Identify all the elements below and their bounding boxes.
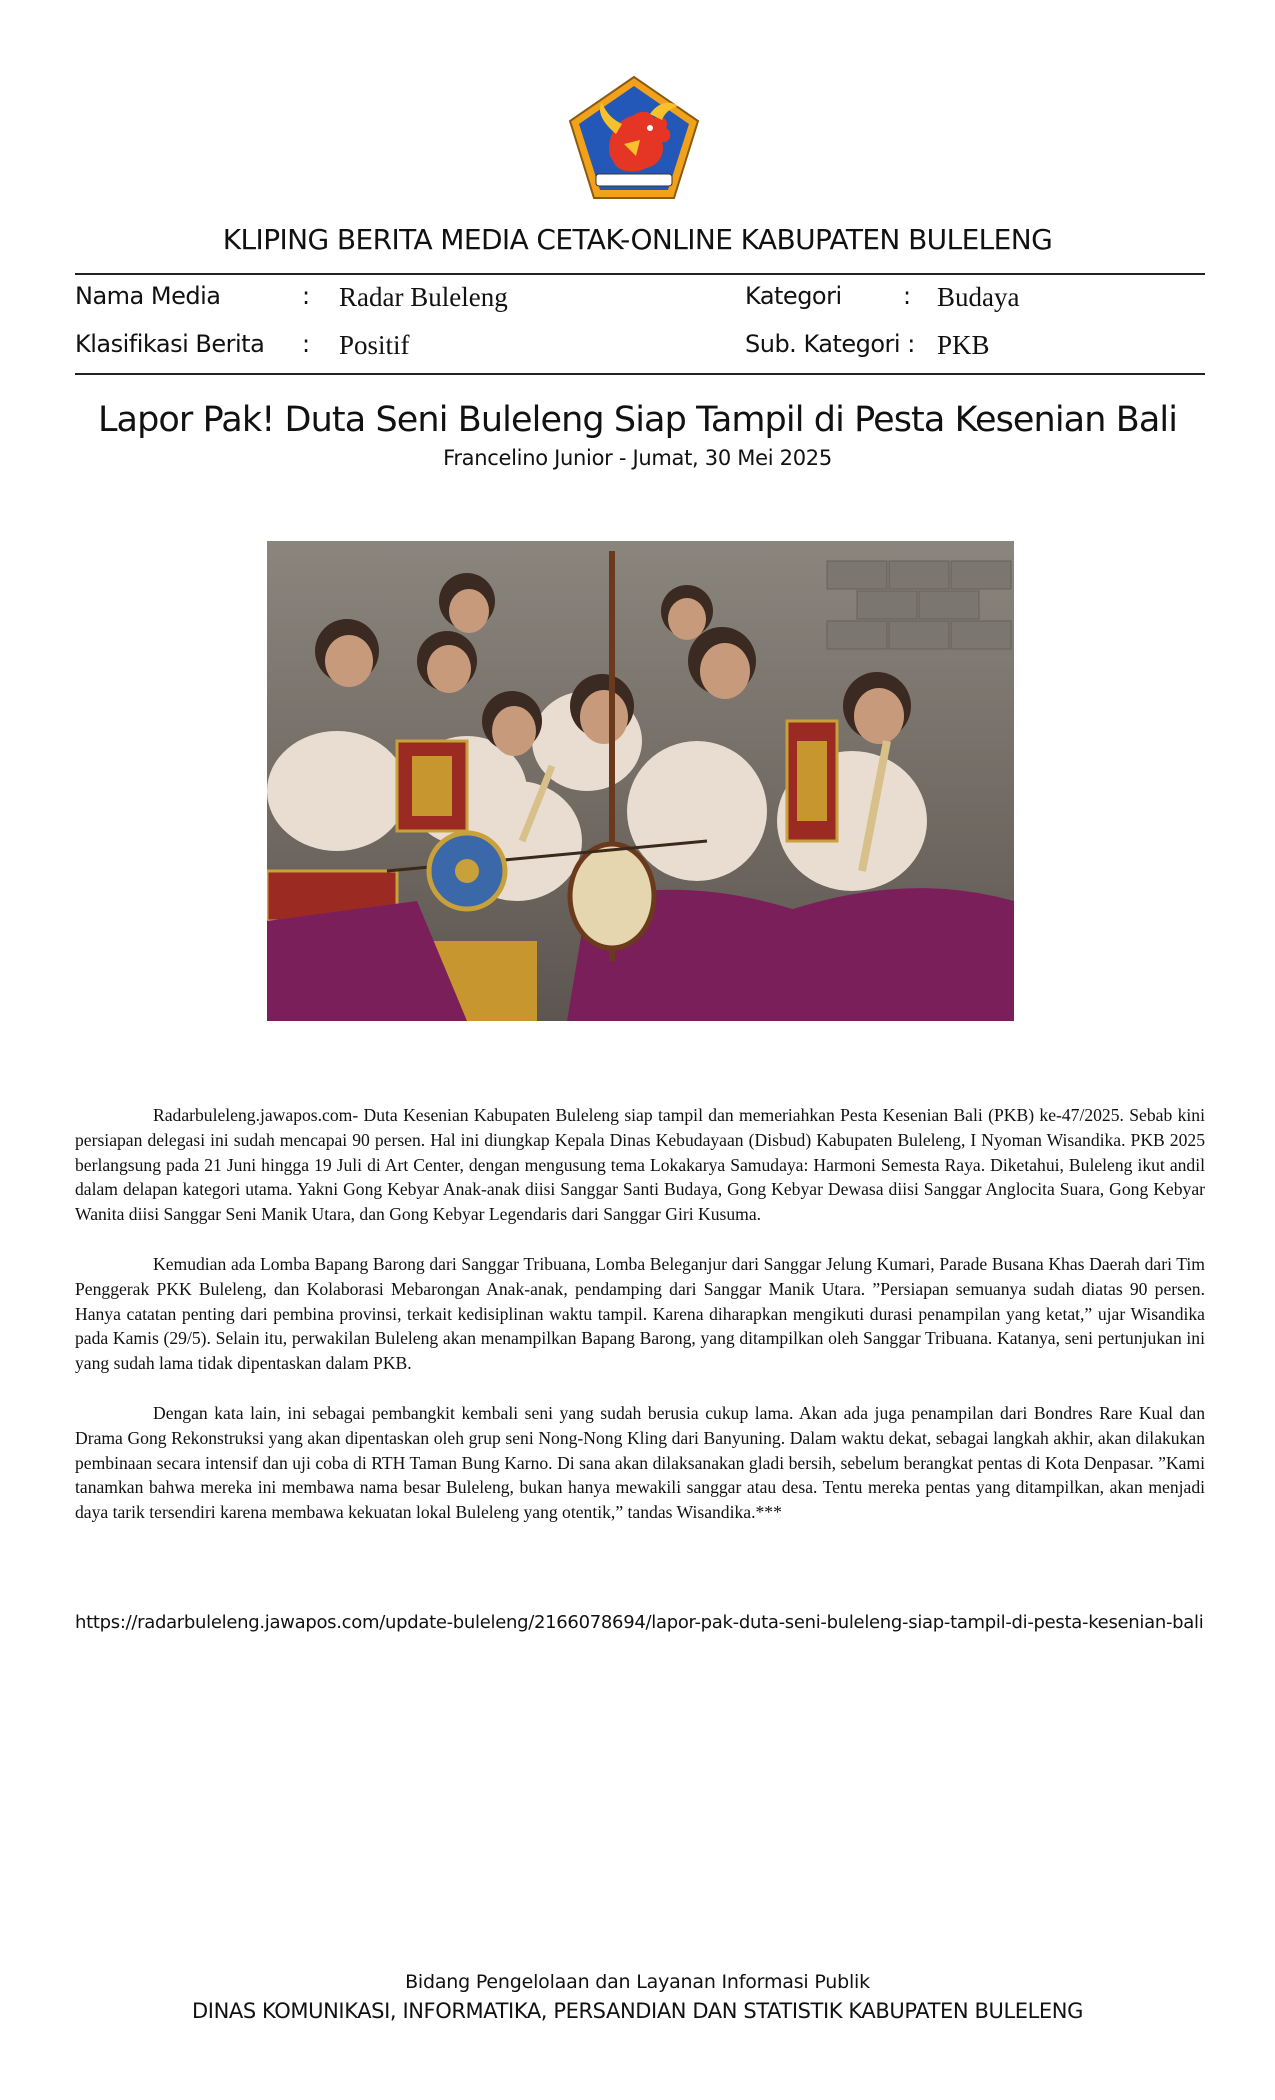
article-paragraph-2: Kemudian ada Lomba Bapang Barong dari Sanggar Tribuana, Lomba Beleganjur dari Sanggar Jelung Kumari, Parade Busana Khas Daerah dari Tim Penggerak PKK Buleleng, dan Kolaborasi Mebarongan Anak-anak, pendamping dari Sanggar Manik Utara. ”Persiapan semuanya sudah diatas 90 persen. Hanya catatan penting dari pembina provinsi, terkait kedisiplinan waktu tampil. Karena diharapkan mengikuti durasi penampilan yang ketat,” ujar Wisandika pada Kamis (29/5). Selain itu, perwakilan Buleleng akan menampilkan Bapang Barong, yang ditampilkan oleh Sanggar Tribuana. Katanya, seni pertunjukan ini yang sudah lama tidak dipentaskan dalam PKB. [75,1253,1205,1374]
sub-kategori-value: PKB [937,330,990,360]
kategori-colon: : [903,282,911,310]
gamelan-musicians-photo [267,541,1014,1021]
media-value: Radar Buleleng [339,282,508,312]
footer-agency: DINAS KOMUNIKASI, INFORMATIKA, PERSANDIAN DAN STATISTIK KABUPATEN BULELENG [192,1999,1083,2023]
klasifikasi-colon: : [302,330,310,358]
header-bottom-rule [75,373,1205,375]
article-paragraph-3: Dengan kata lain, ini sebagai pembangkit kembali seni yang sudah berusia cukup lama. Akan ada juga penampilan dari Bondres Rare Kual dan Drama Gong Rekonstruksi yang akan dipentaskan oleh grup seni Nong-Nong Kling dari Banyuning. Dalam waktu dekat, sebagai langkah akhir, akan dilakukan pembinaan secara intensif dan uji coba di RTH Taman Bung Karno. Di sana akan dilaksanakan gladi bersih, sebelum berangkat pentas di Kota Denpasar. ”Kami tanamkan bahwa mereka ini membawa nama besar Buleleng, bukan hanya mewakili sanggar atau desa. Tentu mereka pentas yang ditampilkan, akan menjadi daya tarik tersendiri karena membawa kekuatan lokal Buleleng yang otentik,” tandas Wisandika.*** [75,1402,1205,1523]
media-colon: : [302,282,310,310]
article-paragraph-1: Radarbuleleng.jawapos.com- Duta Kesenian Kabupaten Buleleng siap tampil dan memeriahkan Pesta Kesenian Bali (PKB) ke-47/2025. Sebab kini persiapan delegasi ini sudah mencapai 90 persen. Hal ini diungkap Kepala Dinas Kebudayaan (Disbud) Kabupaten Buleleng, I Nyoman Wisandika. PKB 2025 berlangsung pada 21 Juni hingga 19 Juli di Art Center, dengan mengusung tema Lokakarya Samudaya: Harmoni Semesta Raya. Diketahui, Buleleng ikut andil dalam delapan kategori utama. Yakni Gong Kebyar Anak-anak diisi Sanggar Santi Budaya, Gong Kebyar Dewasa diisi Sanggar Anglocita Suara, Gong Kebyar Wanita diisi Sanggar Seni Manik Utara, dan Gong Kebyar Legendaris dari Sanggar Giri Kusuma. [75,1105,1205,1225]
header-top-rule [75,273,1205,275]
article-byline: Francelino Junior - Jumat, 30 Mei 2025 [443,446,832,470]
kategori-value: Budaya [937,282,1020,312]
klasifikasi-value: Positif [339,330,410,360]
source-url-link[interactable]: https://radarbuleleng.jawapos.com/update-buleleng/2166078694/lapor-pak-duta-seni-buleleng-siap-tampil-di-pesta-kesenian-bali [75,1612,1204,1633]
clipping-header-title: KLIPING BERITA MEDIA CETAK-ONLINE KABUPATEN BULELENG [222,223,1053,256]
sub-kategori-label: Sub. Kategori : [745,330,915,358]
klasifikasi-label: Klasifikasi Berita [75,330,265,358]
regency-logo-icon [566,74,702,202]
media-label: Nama Media [75,282,221,310]
article-body [75,1103,1205,1550]
article-title: Lapor Pak! Duta Seni Buleleng Siap Tampil di Pesta Kesenian Bali [97,400,1178,440]
footer-department: Bidang Pengelolaan dan Layanan Informasi Publik [405,1971,870,1993]
kategori-label: Kategori [745,282,842,310]
